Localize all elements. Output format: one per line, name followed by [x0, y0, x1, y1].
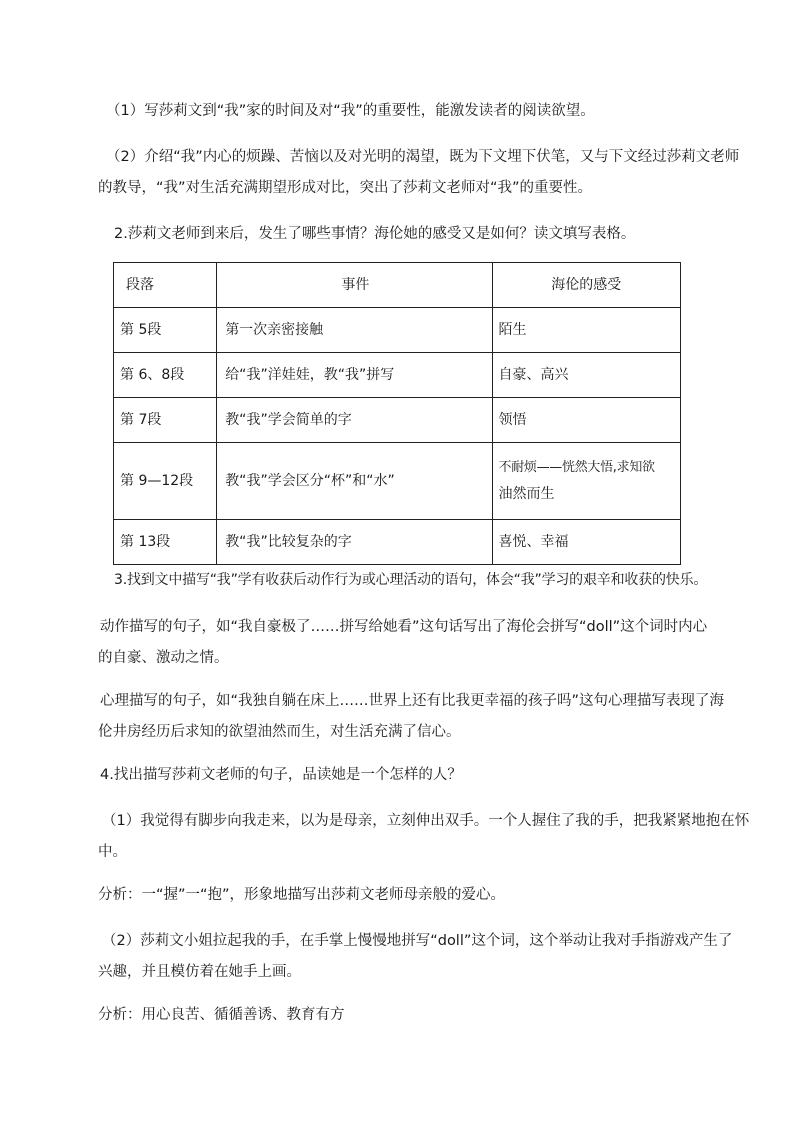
header-event: 事件 — [217, 263, 492, 308]
table-row — [114, 398, 681, 443]
table-row — [114, 520, 681, 565]
answer-3-mental: 心理描写的句子，如“我独自躺在床上……世界上还有比我更幸福的孩子吗”这句心理描写表现了海 伦井房经历后求知的欲望油然而生，对生活充满了信心。 — [98, 693, 725, 740]
question-3: 3.找到文中描写“我”学有收获后动作行为或心理活动的语句，体会“我”学习的艰辛和收获的快乐。 — [114, 572, 708, 588]
quote-4-1: （1）我觉得有脚步向我走来，以为是母亲，立刻伸出双手。一个人握住了我的手，把我紧紧地抱在怀 中。 — [98, 813, 750, 860]
cell-event: 第一次亲密接触 — [217, 308, 492, 353]
cell-feeling-line: 油然而生 — [498, 486, 555, 502]
cell-event: 教“我”学会区分“杯”和“水” — [217, 443, 492, 520]
cell-feeling: 喜悦、幸福 — [492, 520, 681, 565]
events-table — [113, 262, 681, 565]
cell-feeling: 领悟 — [492, 398, 681, 443]
cell-paragraph: 第 13段 — [114, 520, 217, 565]
table-row — [114, 443, 681, 520]
cell-event: 教“我”学会简单的字 — [217, 398, 492, 443]
cell-paragraph: 第 5段 — [114, 308, 217, 353]
answer-3-action: 动作描写的句子，如“我自豪极了……拼写给她看”这句话写出了海伦会拼写“doll”这个词时内心 的自豪、激动之情。 — [98, 619, 708, 666]
cell-event: 给“我”洋娃娃，教“我”拼写 — [217, 353, 492, 398]
question-4: 4.找出描写莎莉文老师的句子，品读她是一个怎样的人？ — [100, 767, 462, 783]
analysis-1: 分析：一“握”一“抱”，形象地描写出莎莉文老师母亲般的爱心。 — [98, 887, 506, 903]
paragraph-1: （1）写莎莉文到“我”家的时间及对“我”的重要性，能激发读者的阅读欲望。 — [106, 103, 595, 119]
cell-paragraph: 第 7段 — [114, 398, 217, 443]
table-header-row — [114, 263, 681, 308]
cell-feeling: 陌生 — [492, 308, 681, 353]
cell-event: 教“我”比较复杂的字 — [217, 520, 492, 565]
question-2: 2.莎莉文老师到来后，发生了哪些事情？海伦她的感受又是如何？读文填写表格。 — [114, 226, 636, 242]
header-feeling: 海伦的感受 — [492, 263, 681, 308]
analysis-2: 分析：用心良苦、循循善诱、教育有方 — [98, 1007, 345, 1023]
cell-paragraph: 第 9—12段 — [114, 443, 217, 520]
table-row — [114, 353, 681, 398]
table-row — [114, 308, 681, 353]
paragraph-2: （2）介绍“我”内心的烦躁、苦恼以及对光明的渴望，既为下文埋下伏笔，又与下文经过莎莉文老师 的教导，“我”对生活充满期望形成对比，突出了莎莉文老师对“我”的重要性。 — [98, 149, 740, 196]
cell-paragraph: 第 6、8段 — [114, 353, 217, 398]
cell-feeling: 自豪、高兴 — [492, 353, 681, 398]
quote-4-2: （2）莎莉文小姐拉起我的手，在手掌上慢慢地拼写“doll”这个词，这个举动让我对手指游戏产生了 兴趣，并且模仿着在她手上画。 — [98, 933, 733, 980]
header-paragraph: 段落 — [114, 263, 217, 308]
cell-feeling-line: 不耐烦——恍然大悟,求知欲 — [498, 460, 655, 475]
cell-feeling — [492, 443, 681, 520]
